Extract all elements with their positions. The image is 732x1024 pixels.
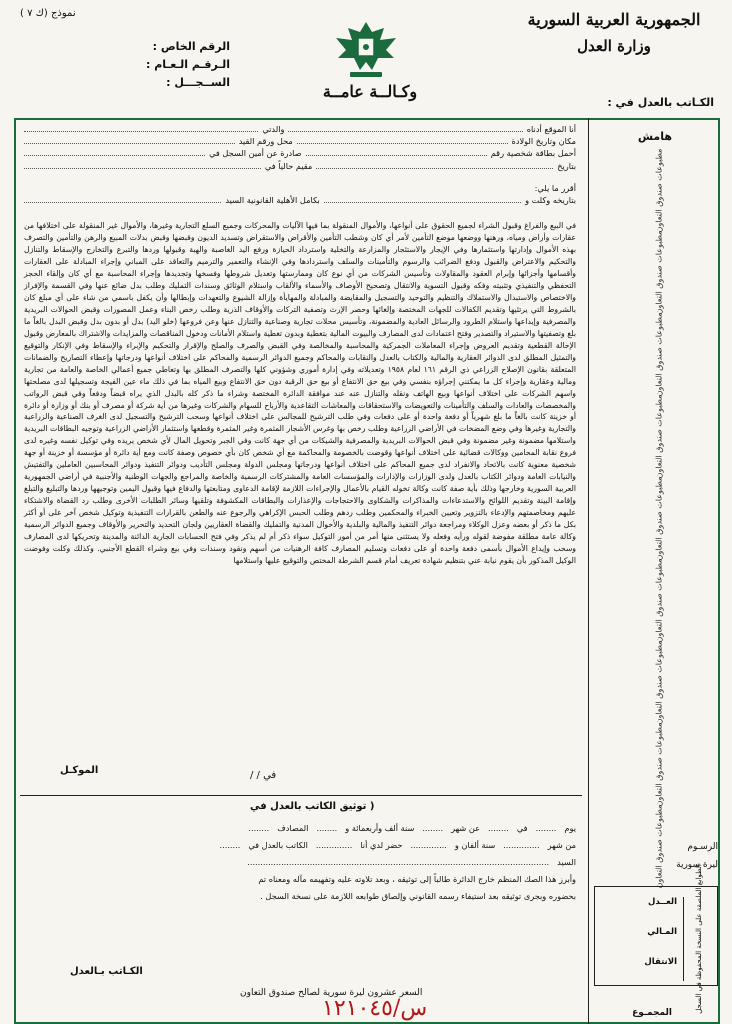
cert-label: بحضوره وبجرى توثيقه بعد استيفاء رسمه القانوني وإلصاق طوابعه اللازمة على نسخة السجل .: [260, 891, 576, 901]
power-of-attorney-text: في البيع والفراغ وقبول الشراء لجميع الحقوق على أنواعها، والأموال المنقولة بما فيها الآليات والمحركات وجميع السلع التجارية وغيرها، والأموال غير المنقولة على اختلافها من عقارات وأراض ومياه، ورهنها ووضعها موضع التأمين لأمر أي كان وشطب التأمين والأقراض والاستقراض وتسديد الديون وقبضها وقبض بدلات المبيع والرهن والتأمين والتصرف بهذه الأموال وإدارتها واستثمارها وفي الإيجار والاستئجار والمزارعة والتخلية واسترداد الحيازة ورفع اليد الغاصبة والهبة وقبولها وردها والتبرع والتخارج والإسقاط والتنازل والتحكيم والاعتراض والقبول ودفع الضرائب والرسوم والتأمينات والسلف واستردادها وفي الإنشاء والتعمير والترميم والتعاقد على المباني وإجراء المبادلة على العقارات وأقسامها وأجزائها وإبرام العقود والمقاولات وتأسيس الشركات من أي نوع كان وممارستها وتعديل شروطها وفسخها وتجديدها وإجراء المحاسبة مع أي كان وإلقاء الحجز التحفظي والتنفيذي وتثبيته وفكه وقبول التسوية والانتقال وتصحيح الأوصاف والأسماء والألقاب واستلام الوثائق وسندات التمليك وطلب بدل ضائع عنها وفي القسمة والإفراز والاختصاص والاستبدال والاستملاك والتنظيم والتوحيد والتسجيل والمقايضة والمبادلة والمهايأة وإزالة الشيوع والتعهدات وإبطالها وأن يكفل باسمي من شاء على أي مبلغ كان بالشروط التي يرتئيها وتقديم الكفالات للجهات المختصة وإلغائها وحصر الإرث وتصفية التركات والأوقاف الذرية وطلب رخص البناء وعمل المصورات وقبض الحوالات البريدية والمصرفية وإيداعها واستلام الطرود والرسائل العادية والمضمونة، وتأسيس محلات تجارية وصناعية والتنازل عنها وعن فروعها (خلو اليد) بدل أو بدون بدل وقبض البدل بالغاً ما بلغ وتصفيتها والاستيراد والتصدير وفتح اعتمادات لدى المصارف والبيوت المالية بتغطية وبدون تغطية واستلام الأمانات ودخول المناقصات والمزايدات والاشتراك بالمعارض وقبول الإحالة القطعية وتقديم العروض وإجراء المعاملات الجمركية والمحاسبة والمخالصة وفي القبض والصرف والصلح والإقرار والتحكيم والإبراء والإسقاط وفي الإنكار والتوقيع والتمثيل المطلق لدى الدوائر العقارية والمالية والكتاب بالعدل والنقابات والمحاكم وجميع الدوائر الرسمية والمحاكم على اختلاف أنواعها ودرجاتها وإعطاء التصاريح والضمانات المتعلقة بقانون الإصلاح الزراعي ذي الرقم ١٦١ لعام ١٩٥٨ وتعديلاته وفي إدارة أموري وشؤوني كلها والتصرف المطلق بها وتعاطي جميع أعمالي الخاصة والعامة من تجارية ومالية وعقارية وإجراء كل ما يمكنني إجراؤه بنفسي وفي بيع حق الانتفاع أو بيع حق الرقبة دون حق الانتفاع وبيع المياه بما في ذلك ماء عين الفيجة وتسجيلها لدى مصلحتها واسهم الشركات على اختلاف أنواعها وبيع الهاتف ونقله والتنازل عنه عند موافقة الدائرة المختصة وشراء ما ذكر كله بالبدل الذي يراه قبضاً ودفعاً وفي قبض الرواتب والمخصصات والعادات والسلف والتأمينات والتعويضات والاستحقاقات والمعاشات التقاعدية والأرباح للسهام والشركات وغيرها من أية شركة أو مصرف أو بنك أو وزارة أو دائرة أو خزينة كانت بالغاً ما بلغ شهرياً أو دفعة واحدة أو على دفعات وفي طلب الترشيح للمجالس على اختلاف أنواعها وسحب الترشيح والتسجيل لدى الغرف الصناعية والزراعية والتجارية وغيرها وفي وضع المضخات في الأراضي الزراعية وطلب رخص بها وغرس الأشجار المثمرة وغير المثمرة وقطعها واستثمار الأراضي الزراعية وتوجيه البطاقات البريدية واستلامها مضمونة وغير مضمونة وفي قبض الحوالات البريدية والمصرفية والشيكات من أي جهة كانت وفي الجبر وتحويل المال لأي شخص يريده وفي توكيل نفسه وغيره لدى فروع نقابة المحامين ووكالات قضائية على اختلاف أنواعها وقوضت بالخصومة والمحاكمة مع أي شخص كان بأي خصوص وصفة كانت ومع أية دائرة أو مؤسسة أو خزينة أو جهة شخصية معنوية كانت بالاتحاد والانفراد لدى جميع المحاكم على اختلاف أنواعها ودرجاتها ومجلس الدولة ومجلس التأديب ودوائر التنفيذ ودوائر المحاسبين العاملين والتفتيش والنيابات العامة ودوائر الكتاب بالعدل ولدى الوزارات والإدارات والمؤسسات العامة والمشتركات الرسمية والخاصة والمراجع والجهات الوطنية والأجنبية في أراضي الجمهورية العربية السورية وخارجها وذلك بأية صفة كانت وكالة تخوله القيام بالأعمال والإجراءات اللازمة لإقامة الدعاوى ومتابعتها والدفاع فيها وقبول اليمين وتوجيهها وردها والتبليغ والتبلغ وإقامة البينة وتقديم اللوائح والاستدعاءات والمذاكرات والشكاوى والاحتجاجات والإعذارات والبطاقات المكشوفة وتلقيها وسائر الطلبات الأخرى وطلب رد القضاة والاشتكاء عليهم ومخاصمتهم والإدعاء بالتزوير وتعيين الخبراء والمحكمين وطلب ردهم وطلب الحبس الإكراهي والرجوع عنه والطعن بالقرارات التنفيذية وتوكيل شخص آخر على أو أكثر بكل ما ذكر أو بعضه وعزل الوكلاء ومراجعة دوائر التنفيذ والمالية والبلدية والأحوال المدنية والتمليك والقضاة العقاريين ولجان التحديد والتحرير والأوقاف وجميع الدوائر الرسمية وكالة عامة مطلقة مفوضة لقوله ورأيه وفعله ولا يستثنى منها أمر من أمور التوكيل سواء ذكر أم لم يذكر وفي فتح الحسابات الجارية الدائنة والمدينة وتحريكها لدى المصارف وسحب وإيداع الأموال بأسمى دفعة واحدة أو على دفعات وتسليم المصارف كافة الرهنيات من أسهم ونقود وسندات وفي بيع وشراء القطع الأجنبي. وكذلك وكلت وفوضت الوكيل المذكور بأن يقوم نيابة عني بتنظيم شهادة تعريف أمام قسم الشرطة المختص والتوقيع عليها واستلامها: [24, 221, 576, 565]
cert-label: في: [516, 823, 528, 833]
field-label: صادرة عن أمين السجل في: [209, 148, 302, 159]
contract-body: [24, 124, 576, 567]
form-line: [24, 124, 576, 135]
serial-stamp-number: س/١٢١٠٤٥: [322, 996, 428, 1021]
cert-label: من شهر: [547, 840, 576, 850]
cert-label: الكاتب بالعدل في: [248, 840, 308, 850]
fee-note: السعر عشرون ليرة سورية لصالح صندوق التعاون: [240, 988, 423, 998]
certification-section: [24, 820, 576, 905]
revenue-stamp: مطبوعات صندوق التعاون: [654, 640, 664, 724]
eagle-emblem-icon: [326, 18, 406, 80]
fill-line[interactable]: [24, 161, 261, 169]
page-title: وكـالــة عامــة: [322, 82, 418, 101]
general-number-label: الـرقـم الـعـام :: [146, 58, 230, 71]
fill-line[interactable]: [297, 136, 508, 144]
declare-label: أقرر ما يلي:: [534, 182, 576, 193]
margin-label: هامش: [637, 130, 672, 143]
revenue-stamp: مطبوعات صندوق التعاون: [654, 148, 664, 232]
fill-line[interactable]: [24, 148, 205, 156]
field-label: أنا الموقع أدناه: [526, 124, 576, 134]
revenue-stamp: مطبوعات صندوق التعاون: [654, 394, 664, 478]
cert-label: المصادف: [277, 823, 309, 833]
revenue-stamp: مطبوعات صندوق التعاون: [654, 558, 664, 642]
cert-label: عن شهر: [451, 823, 481, 833]
cert-label: يوم: [564, 823, 576, 833]
field-label: مكان وتاريخ الولادة: [511, 136, 576, 147]
field-label: بتاريخه وكلت و: [525, 195, 576, 206]
field-label: أحمل بطاقة شخصية رقم: [490, 148, 576, 159]
fee-intiqal-label: الانتقال: [644, 957, 677, 967]
ministry-name: وزارة العدل: [577, 37, 651, 55]
form-line: [24, 136, 576, 147]
fill-line[interactable]: [324, 195, 521, 203]
revenue-stamp: مطبوعات صندوق التعاون: [654, 804, 664, 888]
form-line: [24, 148, 576, 159]
field-label: والدتي: [262, 124, 285, 134]
fee-label: الرسـوم: [687, 842, 718, 852]
fill-line[interactable]: [24, 124, 258, 132]
republic-name: الجمهورية العربية السورية: [527, 10, 701, 29]
cert-label: حضر لدي أنا: [360, 840, 403, 850]
field-label: مقيم حالياً في: [264, 160, 313, 171]
principal-label: الموكـل: [60, 765, 99, 776]
cert-label: سنة ألف وأربعمائة و: [345, 823, 415, 833]
fill-line[interactable]: [316, 161, 553, 169]
cert-row: من شهر .............. سنة ألفان و .............. حضر لدي أنا .............. الكاتب بالعدل في ........: [24, 837, 576, 854]
header-authority: [514, 10, 714, 55]
cert-row: [24, 888, 576, 905]
total-label: المجمـوع: [632, 1008, 672, 1018]
declare-line: [24, 183, 576, 194]
currency-label: ليرة سورية: [676, 860, 718, 870]
fill-line[interactable]: [306, 148, 487, 156]
certification-title: ( توثيق الكاتب بالعدل في: [250, 801, 375, 812]
reference-numbers: [80, 38, 230, 92]
date-line: في / /: [250, 770, 277, 781]
fee-mali-label: المـالي: [647, 927, 677, 937]
cert-row: السيد ....................................................................................................................: [24, 854, 576, 871]
cert-label: وأبرز هذا الصك المنظم خارج الدائرة طالباً إلى توثيقه ، وبعد تلاوته عليه وتفهيمه مآله ومعناه تم: [258, 874, 576, 884]
field-label: محل ورقم القيد: [238, 136, 293, 147]
cert-label: سنة ألفان و: [454, 840, 496, 850]
fill-line[interactable]: [288, 124, 522, 132]
stamps-vertical-box: [683, 864, 713, 1014]
cert-label: السيد: [557, 857, 576, 867]
private-number-label: الرقم الخاص :: [152, 40, 230, 53]
revenue-stamp: مطبوعات صندوق التعاون: [654, 722, 664, 806]
field-label: بكامل الأهلية القانونية السيد: [225, 195, 320, 206]
revenue-stamp: مطبوعات صندوق التعاون: [654, 230, 664, 314]
fee-adl-label: العــدل: [648, 897, 677, 907]
form-line: [24, 195, 576, 206]
register-label: الســجـــل :: [166, 76, 230, 89]
revenue-stamps: [600, 150, 718, 890]
cert-row: يوم ........ في ........ عن شهر ........ سنة ألف وأربعمائة و ........ المصادف ........: [24, 820, 576, 837]
fill-line[interactable]: [24, 136, 235, 144]
stamps-vertical-label: الطوابع الملصقة على النسخة المحفوظة في السجل: [694, 864, 703, 1014]
form-line: [24, 161, 576, 172]
notary-signature-label: الكـاتب بـالعدل: [70, 966, 143, 977]
form-model-code: نموذج (ك ٧ ): [20, 8, 76, 19]
cert-row: [24, 871, 576, 888]
fill-line[interactable]: [24, 195, 221, 203]
section-divider: [20, 795, 582, 796]
field-label: بتاريخ: [557, 160, 576, 171]
revenue-stamp: مطبوعات صندوق التعاون: [654, 476, 664, 560]
revenue-stamp: مطبوعات صندوق التعاون: [654, 312, 664, 396]
notary-label: الكـاتب بالعدل في :: [607, 96, 714, 109]
